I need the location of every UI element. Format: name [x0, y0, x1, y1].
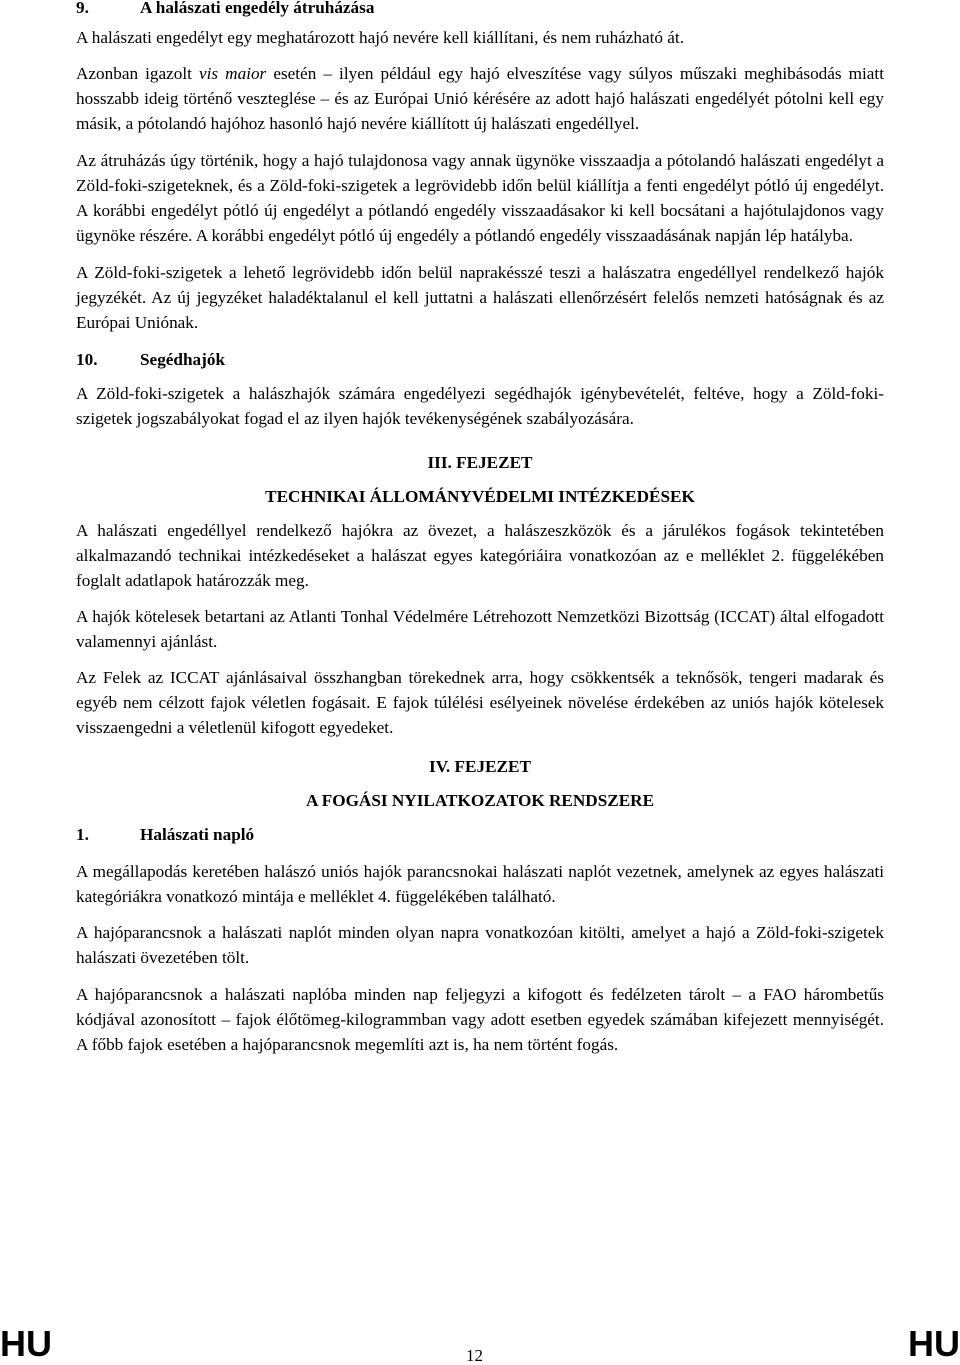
chapter-3-title: TECHNIKAI ÁLLOMÁNYVÉDELMI INTÉZKEDÉSEK [265, 487, 695, 506]
paragraph: A hajóparancsnok a halászati naplóba minden nap feljegyzi a kifogott és fedélzeten tárolt – a FAO hárombetűs kódjával azonosított – fajok élőtömeg-kilogrammban vagy adott esetben egyedek számában kifejezett mennyiségét. A főbb fajok esetében a hajóparancsnok megemlíti azt is, ha nem történt fogás. [76, 985, 884, 1054]
paragraph-text: esetén – ilyen például egy hajó elveszítése vagy súlyos műszaki meghibásodás miatt hosszabb ideig történő veszteglése – és az Európai Unió kérésére az adott hajó halászati engedélyét pótolni kell egy másik, a pótolandó hajóhoz hasonló hajó nevére kiállított új halászati engedéllyel. [76, 64, 884, 133]
paragraph: A hajók kötelesek betartani az Atlanti Tonhal Védelmére Létrehozott Nemzetközi Bizottság (ICCAT) által elfogadott valamennyi ajánlást. [76, 607, 884, 651]
section-number: 10. [76, 350, 98, 369]
document-page [76, 0, 884, 1057]
paragraph: A Zöld-foki-szigetek a halászhajók számára engedélyezi segédhajók igénybevételét, feltéve, hogy a Zöld-foki-szigetek jogszabályokat fogad el az ilyen hajók tevékenységének szabályozására. [76, 384, 884, 428]
paragraph: Az Felek az ICCAT ajánlásaival összhangban törekednek arra, hogy csökkentsék a teknősök, tengeri madarak és egyéb nem célzott fajok véletlen fogásait. E fajok túlélési esélyeinek növelése érdekében az uniós hajók kötelesek visszaengedni a véletlenül kifogott egyedeket. [76, 668, 884, 737]
section-title: Segédhajók [140, 350, 225, 369]
page-number: 12 [466, 1346, 483, 1365]
section-title: A halászati engedély átruházása [140, 0, 375, 17]
paragraph: Az átruházás úgy történik, hogy a hajó tulajdonosa vagy annak ügynöke visszaadja a pótolandó halászati engedélyt a Zöld-foki-szigeteknek, és a Zöld-foki-szigetek a legrövidebb időn belül kiállítja a fenti engedélyt pótló új engedélyt. A korábbi engedélyt pótló új engedélyt a pótlandó engedély visszaadásakor ki kell bocsátani a hajótulajdonos vagy ügynöke részére. A korábbi engedélyt pótló új engedély a pótlandó engedély visszaadásának napján lép hatályba. [76, 151, 884, 245]
paragraph: A halászati engedéllyel rendelkező hajókra az övezet, a halászeszközök és a járulékos fogások tekintetében alkalmazandó technikai intézkedéseket a halászat egyes kategóriáira vonatkozóan az e melléklet 2. függelékében foglalt adatlapok határozzák meg. [76, 521, 884, 590]
section-1-heading [76, 823, 884, 847]
chapter-4-title: A FOGÁSI NYILATKOZATOK RENDSZERE [305, 791, 655, 810]
chapter-4-number: IV. FEJEZET [429, 757, 531, 776]
footer-language-code-left: HU [0, 1323, 52, 1364]
footer-language-code-right: HU [908, 1323, 960, 1364]
section-10-heading [76, 348, 884, 372]
section-number: 9. [76, 0, 89, 17]
paragraph-text: Azonban igazolt [76, 64, 199, 83]
paragraph: A Zöld-foki-szigetek a lehető legrövidebb időn belül naprakésszé teszi a halászatra engedéllyel rendelkező hajók jegyzékét. Az új jegyzéket haladéktalanul el kell juttatni a halászati ellenőrzésért felelős nemzeti hatóságnak és az Európai Uniónak. [76, 263, 884, 332]
section-9-heading [76, 0, 884, 20]
chapter-3-number: III. FEJEZET [427, 453, 533, 472]
paragraph: A hajóparancsnok a halászati naplót minden olyan napra vonatkozóan kitölti, amelyet a hajó a Zöld-foki-szigetek halászati övezetében tölt. [76, 923, 884, 967]
emphasis-text: vis maior [199, 64, 267, 83]
section-title: Halászati napló [140, 825, 255, 844]
paragraph: A halászati engedélyt egy meghatározott hajó nevére kell kiállítani, és nem ruházható át. [76, 28, 685, 47]
section-number: 1. [76, 825, 89, 844]
paragraph [76, 61, 884, 136]
paragraph: A megállapodás keretében halászó uniós hajók parancsnokai halászati naplót vezetnek, amelynek az egyes halászati kategóriákra vonatkozó mintája e melléklet 4. függelékében található. [76, 862, 884, 906]
